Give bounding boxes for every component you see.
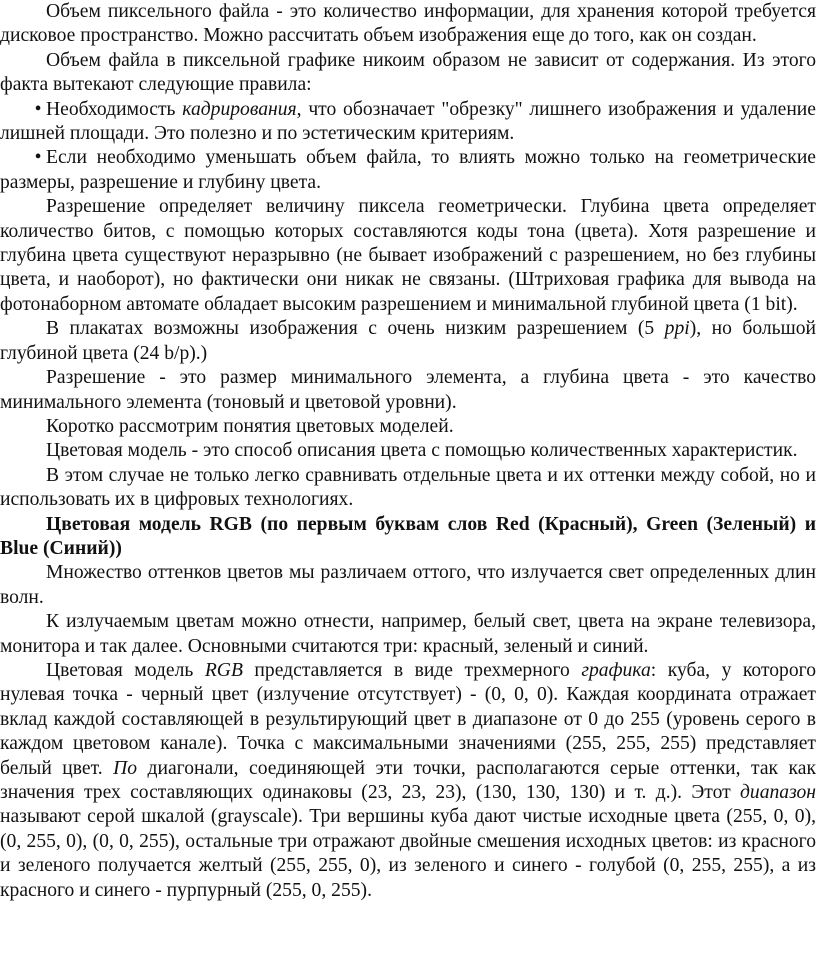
italic-term: диапазон bbox=[739, 782, 816, 803]
italic-term: По bbox=[113, 757, 138, 779]
text-run: называют серой шкалой (grayscale). Три вершины куба дают чистые исходные цвета (255, 0, 0), (0, 255, 0), (0, 0, 255), остальные три отражают двойные смешения исходных цветов: из красного и зеленого получается желтый (255, 255, 0), из зеленого и синего - голубой (0, 255, 255), а из красного и синего - пурпурный (255, 0, 255). bbox=[0, 806, 816, 901]
text-run: : куба, у которого нулевая точка - черный цвет (излучение отсутствует) - (0, 0, 0). Каждая координата отражает вклад каждой составляющей в результирующий цвет в диапазоне от 0 до 255 (уровень серого в каждом цветовом канале). Точка с максимальными значениями (255, 255, 255) представляет белый цвет. bbox=[0, 659, 816, 779]
paragraph-posters bbox=[0, 317, 816, 366]
paragraph-rgb-cube bbox=[0, 659, 816, 903]
paragraph-color-model-definition: Цветовая модель - это способ описания цвета с помощью количественных характеристик. bbox=[46, 440, 798, 462]
italic-term: ppi bbox=[664, 318, 690, 340]
bullet-text: Необходимость bbox=[46, 98, 183, 120]
italic-term: RGB bbox=[204, 659, 243, 681]
section-heading-rgb: Цветовая модель RGB (по первым буквам слов Red (Красный), Green (Зеленый) и Blue (Синий)) bbox=[0, 513, 816, 559]
bullet-text: Если необходимо уменьшать объем файла, то влиять можно только на геометрические размеры, разрешение и глубину цвета. bbox=[0, 147, 816, 193]
text-run: представляется в виде трехмерного bbox=[242, 659, 582, 681]
bullet-icon: • bbox=[34, 147, 42, 169]
bullet-item-reduce-size bbox=[0, 146, 816, 195]
text-run: В плакатах возможны изображения с очень низким разрешением (5 bbox=[46, 318, 665, 340]
italic-term: графика bbox=[581, 659, 651, 681]
bullet-item-cropping bbox=[0, 98, 816, 147]
paragraph-color-models-intro: Коротко рассмотрим понятия цветовых моделей. bbox=[46, 415, 454, 437]
paragraph-file-size: Объем пиксельного файла - это количество информации, для хранения которой требуется дисковое пространство. Можно рассчитать объем изображения еще до того, как он создан. bbox=[0, 1, 816, 47]
italic-term: кадрирования bbox=[182, 98, 297, 120]
paragraph-emitted-colors: К излучаемым цветам можно отнести, например, белый свет, цвета на экране телевизора, монитора и так далее. Основными считаются три: красный, зеленый и синий. bbox=[0, 611, 816, 657]
paragraph-file-volume: Объем файла в пиксельной графике никоим образом не зависит от содержания. Из этого факта вытекают следующие правила: bbox=[0, 49, 816, 96]
text-run: Цветовая модель bbox=[46, 659, 205, 681]
text-run: диагонали, соединяющей эти точки, располагаются серые оттенки, так как значения трех составляющих одинаковы (23, 23, 23), (130, 130, 130) и т. д.). Этот bbox=[0, 757, 816, 803]
paragraph-wavelengths: Множество оттенков цветов мы различаем оттого, что излучается свет определенных длин волн. bbox=[0, 562, 816, 608]
text-run: ), но большой глубиной цвета (24 b/p).) bbox=[0, 318, 816, 364]
paragraph-resolution: Разрешение определяет величину пиксела геометрически. Глубина цвета определяет количество битов, с помощью которых составляются коды тона (цвета). Хотя разрешение и глубина цвета существуют неразрывно (не бывает изображений с разрешением, но без глубины цвета, и наоборот), но фактически они никак не связаны. (Штриховая графика для вывода на фотонаборном автомате обладает высоким разрешением и минимальной глубиной цвета (1 bit). bbox=[0, 196, 816, 315]
paragraph-resolution-definition: Разрешение - это размер минимального элемента, а глубина цвета - это качество минимального элемента (тоновый и цветовой уровни). bbox=[0, 367, 816, 413]
bullet-icon: • bbox=[34, 98, 42, 120]
paragraph-comparison: В этом случае не только легко сравнивать отдельные цвета и их оттенки между собой, но и использовать их в цифровых технологиях. bbox=[0, 464, 816, 511]
bullet-text: , что обозначает "обрезку" лишнего изображения и удаление лишней площади. Это полезно и по эстетическим критериям. bbox=[0, 98, 816, 145]
